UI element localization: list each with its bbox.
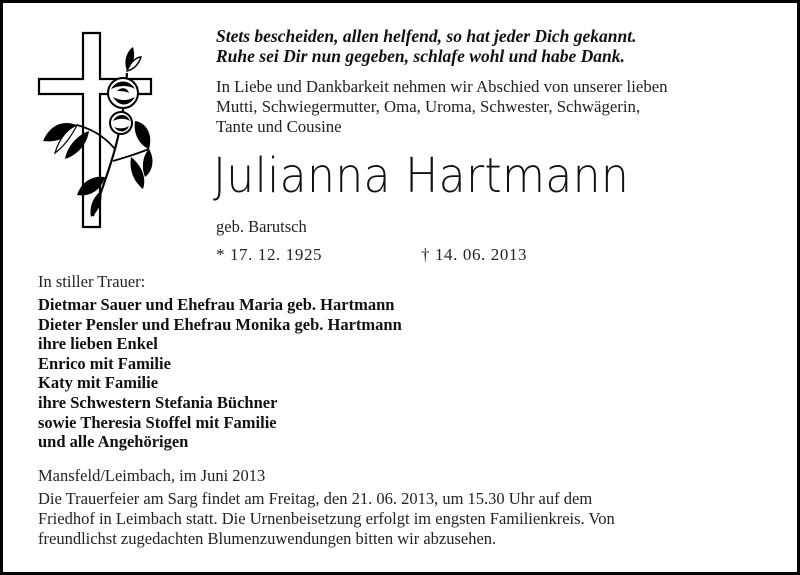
intro-line: In Liebe und Dankbarkeit nehmen wir Abschied von unserer lieben bbox=[216, 77, 668, 96]
list-item: Enrico mit Familie bbox=[38, 353, 171, 373]
list-item: sowie Theresia Stoffel mit Familie bbox=[38, 412, 277, 432]
list-item: ihre Schwestern Stefania Büchner bbox=[38, 392, 278, 412]
intro-line: Tante und Cousine bbox=[216, 117, 342, 136]
funeral-line: freundlichst zugedachten Blumenzuwendungen bitten wir abzusehen. bbox=[38, 529, 497, 548]
death-date: † 14. 06. 2013 bbox=[421, 245, 528, 264]
motto-line: Stets bescheiden, allen helfend, so hat jeder Dich gekannt. bbox=[216, 26, 637, 46]
intro-text bbox=[216, 77, 776, 137]
intro-line: Mutti, Schwiegermutter, Oma, Uroma, Schwester, Schwägerin, bbox=[216, 97, 641, 116]
list-item: Katy mit Familie bbox=[38, 373, 159, 393]
cross-with-rose-icon bbox=[31, 31, 161, 241]
mourning-label: In stiller Trauer: bbox=[38, 272, 146, 291]
motto bbox=[216, 26, 776, 66]
birth-date: * 17. 12. 1925 bbox=[216, 245, 323, 264]
funeral-info bbox=[38, 489, 770, 549]
list-item: ihre lieben Enkel bbox=[38, 334, 158, 354]
maiden-name: geb. Barutsch bbox=[216, 217, 307, 236]
list-item: und alle Angehörigen bbox=[38, 432, 189, 452]
list-item: Dietmar Sauer und Ehefrau Maria geb. Hartmann bbox=[38, 295, 395, 314]
place-date: Mansfeld/Leimbach, im Juni 2013 bbox=[38, 466, 266, 485]
mourners-list bbox=[38, 295, 438, 452]
funeral-line: Die Trauerfeier am Sarg findet am Freitag, den 21. 06. 2013, um 15.30 Uhr auf dem bbox=[38, 489, 593, 508]
list-item: Dieter Pensler und Ehefrau Monika geb. Hartmann bbox=[38, 314, 402, 334]
funeral-line: Friedhof in Leimbach statt. Die Urnenbeisetzung erfolgt im engsten Familienkreis. Von bbox=[38, 509, 615, 528]
deceased-name: Julianna Hartmann bbox=[213, 148, 630, 204]
motto-line: Ruhe sei Dir nun gegeben, schlafe wohl und habe Dank. bbox=[216, 46, 625, 66]
